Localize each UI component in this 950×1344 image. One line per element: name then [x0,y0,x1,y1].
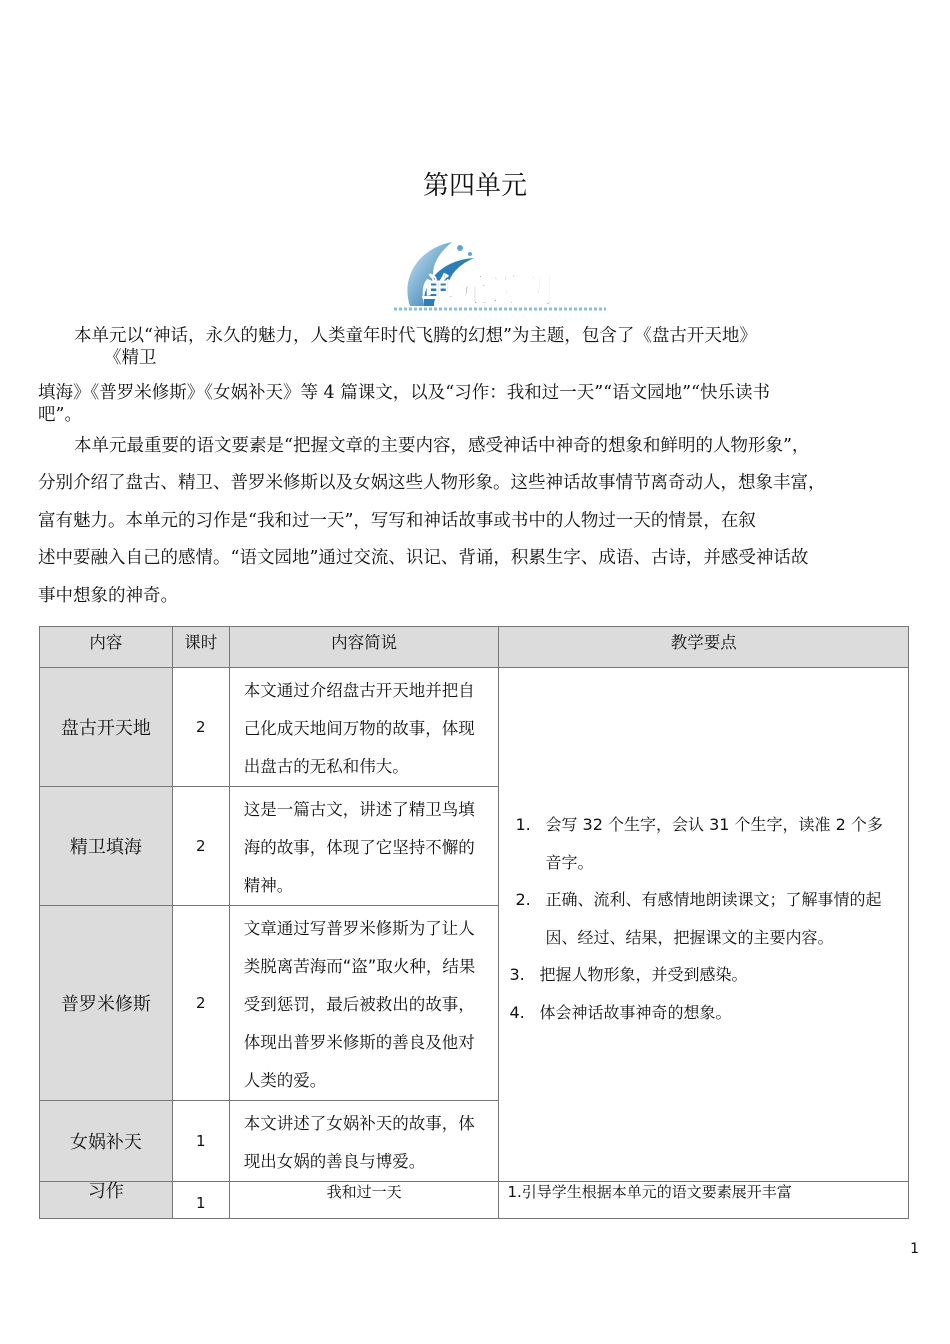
point-text: 把握人物形象，并受到感染。 [539,965,748,984]
point-number: 2. [515,890,531,909]
lesson-hours: 2 [172,787,229,906]
lesson-summary: 本文通过介绍盘古开天地并把自己化成天地间万物的故事，体现出盘古的无私和伟大。 [229,668,499,787]
header-points: 教学要点 [499,627,909,668]
lesson-table [39,626,909,1219]
table-header-row [40,627,909,668]
page-number: 1 [910,1241,919,1257]
point-item [509,994,894,1032]
point-number: 1. [515,815,531,834]
para2-line-3: 富有魅力。本单元的习作是“我和过一天”，写写和神话故事或书中的人物过一天的情景，在叙 [38,511,756,531]
lesson-hours: 1 [172,1101,229,1182]
para2-line-4: 述中要融入自己的感情。“语文园地”通过交流、识记、背诵，积累生字、成语、古诗，并感受神话故 [38,548,809,568]
writing-name: 习作 [40,1182,173,1219]
unit-description-banner [390,236,610,316]
para2-line-1: 本单元最重要的语文要素是“把握文章的主要内容，感受神话中神奇的想象和鲜明的人物形象”， [74,436,810,456]
banner-text: 单元说明 [422,271,554,310]
intro-line-2: 《精卫 [104,348,157,368]
header-content: 内容 [40,627,173,668]
point-text: 体会神话故事神奇的想象。 [539,1002,732,1022]
wave-logo-icon [390,236,610,316]
table-row [40,668,909,787]
writing-summary: 我和过一天 [229,1182,499,1219]
writing-hours: 1 [172,1182,229,1219]
point-text: 正确、流利、有感情地朗读课文；了解事情的起因、经过、结果，把握课文的主要内容。 [545,890,882,947]
teaching-points [499,668,909,1182]
point-text: 会写 32 个生字，会认 31 个生字，读准 2 个多音字。 [545,815,883,872]
lesson-summary: 文章通过写普罗米修斯为了让人类脱离苦海而“盗”取火种，结果受到惩罚，最后被救出的故事，体现出普罗米修斯的善良及他对人类的爱。 [229,906,499,1101]
point-item [509,956,894,994]
header-hours: 课时 [172,627,229,668]
unit-title: 第四单元 [422,171,527,201]
table-row-writing [40,1182,909,1219]
point-item [509,806,894,881]
lesson-name: 精卫填海 [40,787,173,906]
intro-line-1: 本单元以“神话，永久的魅力，人类童年时代飞腾的幻想”为主题，包含了《盘古开天地》 [74,326,757,346]
intro-line-4: 吧”。 [38,405,82,425]
lesson-name: 女娲补天 [40,1101,173,1182]
point-item [509,881,894,956]
para2-line-2: 分别介绍了盘古、精卫、普罗米修斯以及女娲这些人物形象。这些神话故事情节离奇动人，想象丰富， [38,473,826,493]
para2-line-5: 事中想象的神奇。 [38,586,178,606]
header-summary: 内容简说 [229,627,499,668]
lesson-hours: 2 [172,668,229,787]
point-number: 3. [509,965,525,984]
lesson-summary: 这是一篇古文，讲述了精卫鸟填海的故事，体现了它坚持不懈的精神。 [229,787,499,906]
lesson-name: 普罗米修斯 [40,906,173,1101]
lesson-summary: 本文讲述了女娲补天的故事，体现出女娲的善良与博爱。 [229,1101,499,1182]
lesson-hours: 2 [172,906,229,1101]
lesson-name: 盘古开天地 [40,668,173,787]
writing-points: 1.引导学生根据本单元的语文要素展开丰富 [499,1182,909,1219]
intro-line-3: 填海》《普罗米修斯》《女娲补天》等 4 篇课文，以及“习作：我和过一天”“语文园地”“快乐读书 [38,383,770,403]
point-number: 4. [509,1002,525,1022]
